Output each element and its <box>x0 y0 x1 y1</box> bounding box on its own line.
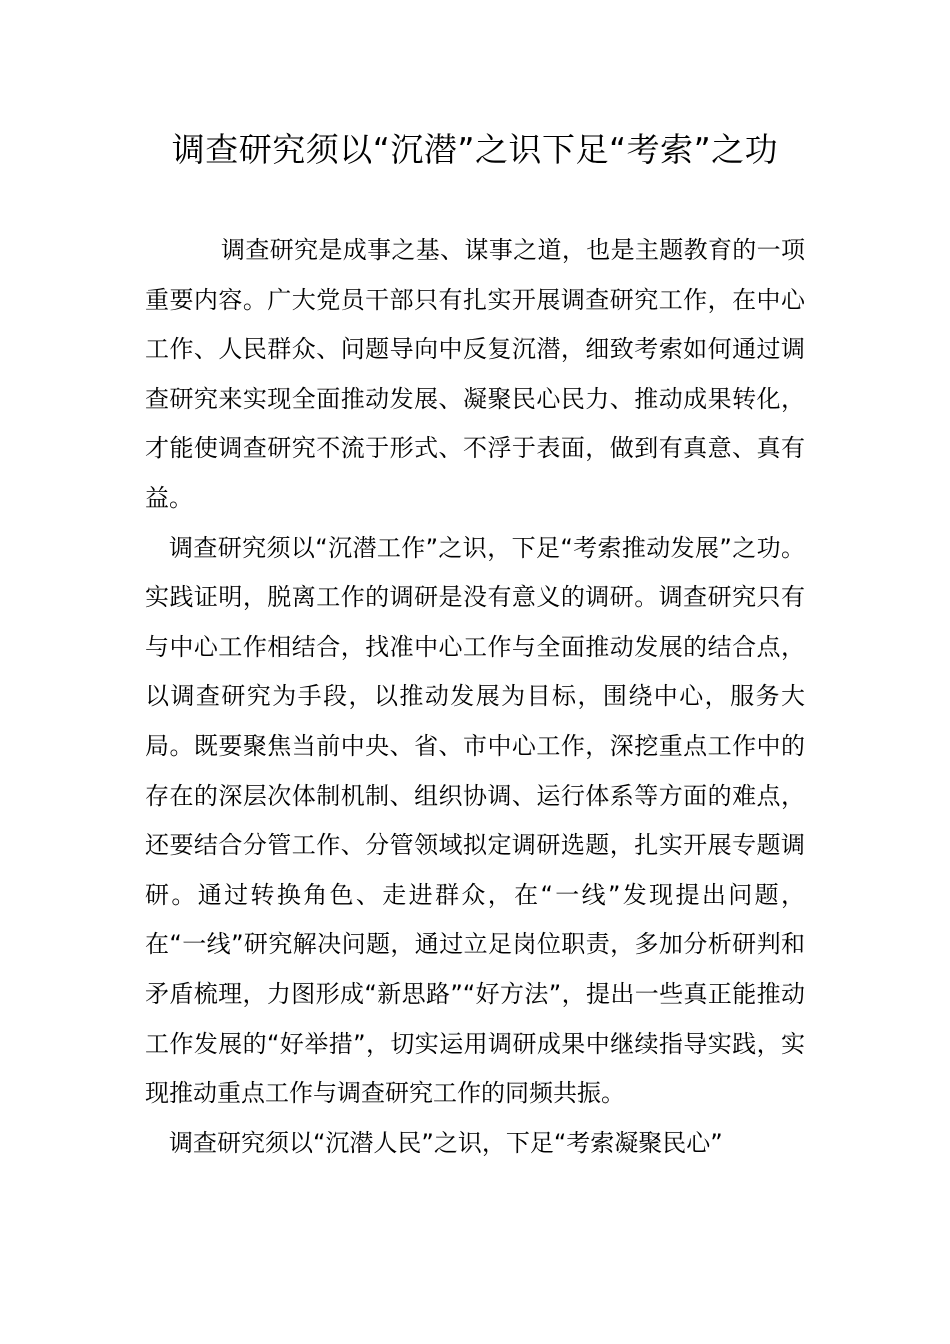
paragraph-3: 调查研究须以“沉潜人民”之识，下足“考索凝聚民心” <box>169 1128 723 1157</box>
paragraph-1: 调查研究是成事之基、谋事之道，也是主题教育的一项重要内容。广大党员干部只有扎实开展调查研究工作，在中心工作、人民群众、问题导向中反复沉潜，细致考索如何通过调查研究来实现全面推动发展、凝聚民心民力、推动成果转化，才能使调查研究不流于形式、不浮于表面，做到有真意、真有益。 <box>145 236 805 512</box>
document-title: 调查研究须以“沉潜”之识下足“考索”之功 <box>171 130 779 169</box>
document-body <box>145 226 805 1168</box>
paragraph-2: 调查研究须以“沉潜工作”之识，下足“考索推动发展”之功。实践证明，脱离工作的调研是没有意义的调研。调查研究只有与中心工作相结合，找准中心工作与全面推动发展的结合点，以调查研究为手段，以推动发展为目标，围绕中心，服务大局。既要聚焦当前中央、省、市中心工作，深挖重点工作中的存在的深层次体制机制、组织协调、运行体系等方面的难点，还要结合分管工作、分管领域拟定调研选题，扎实开展专题调研。通过转换角色、走进群众，在“一线”发现提出问题，在“一线”研究解决问题，通过立足岗位职责，多加分析研判和矛盾梳理，力图形成“新思路”“好方法”，提出一些真正能推动工作发展的“好举措”，切实运用调研成果中继续指导实践，实现推动重点工作与调查研究工作的同频共振。 <box>145 533 805 1108</box>
